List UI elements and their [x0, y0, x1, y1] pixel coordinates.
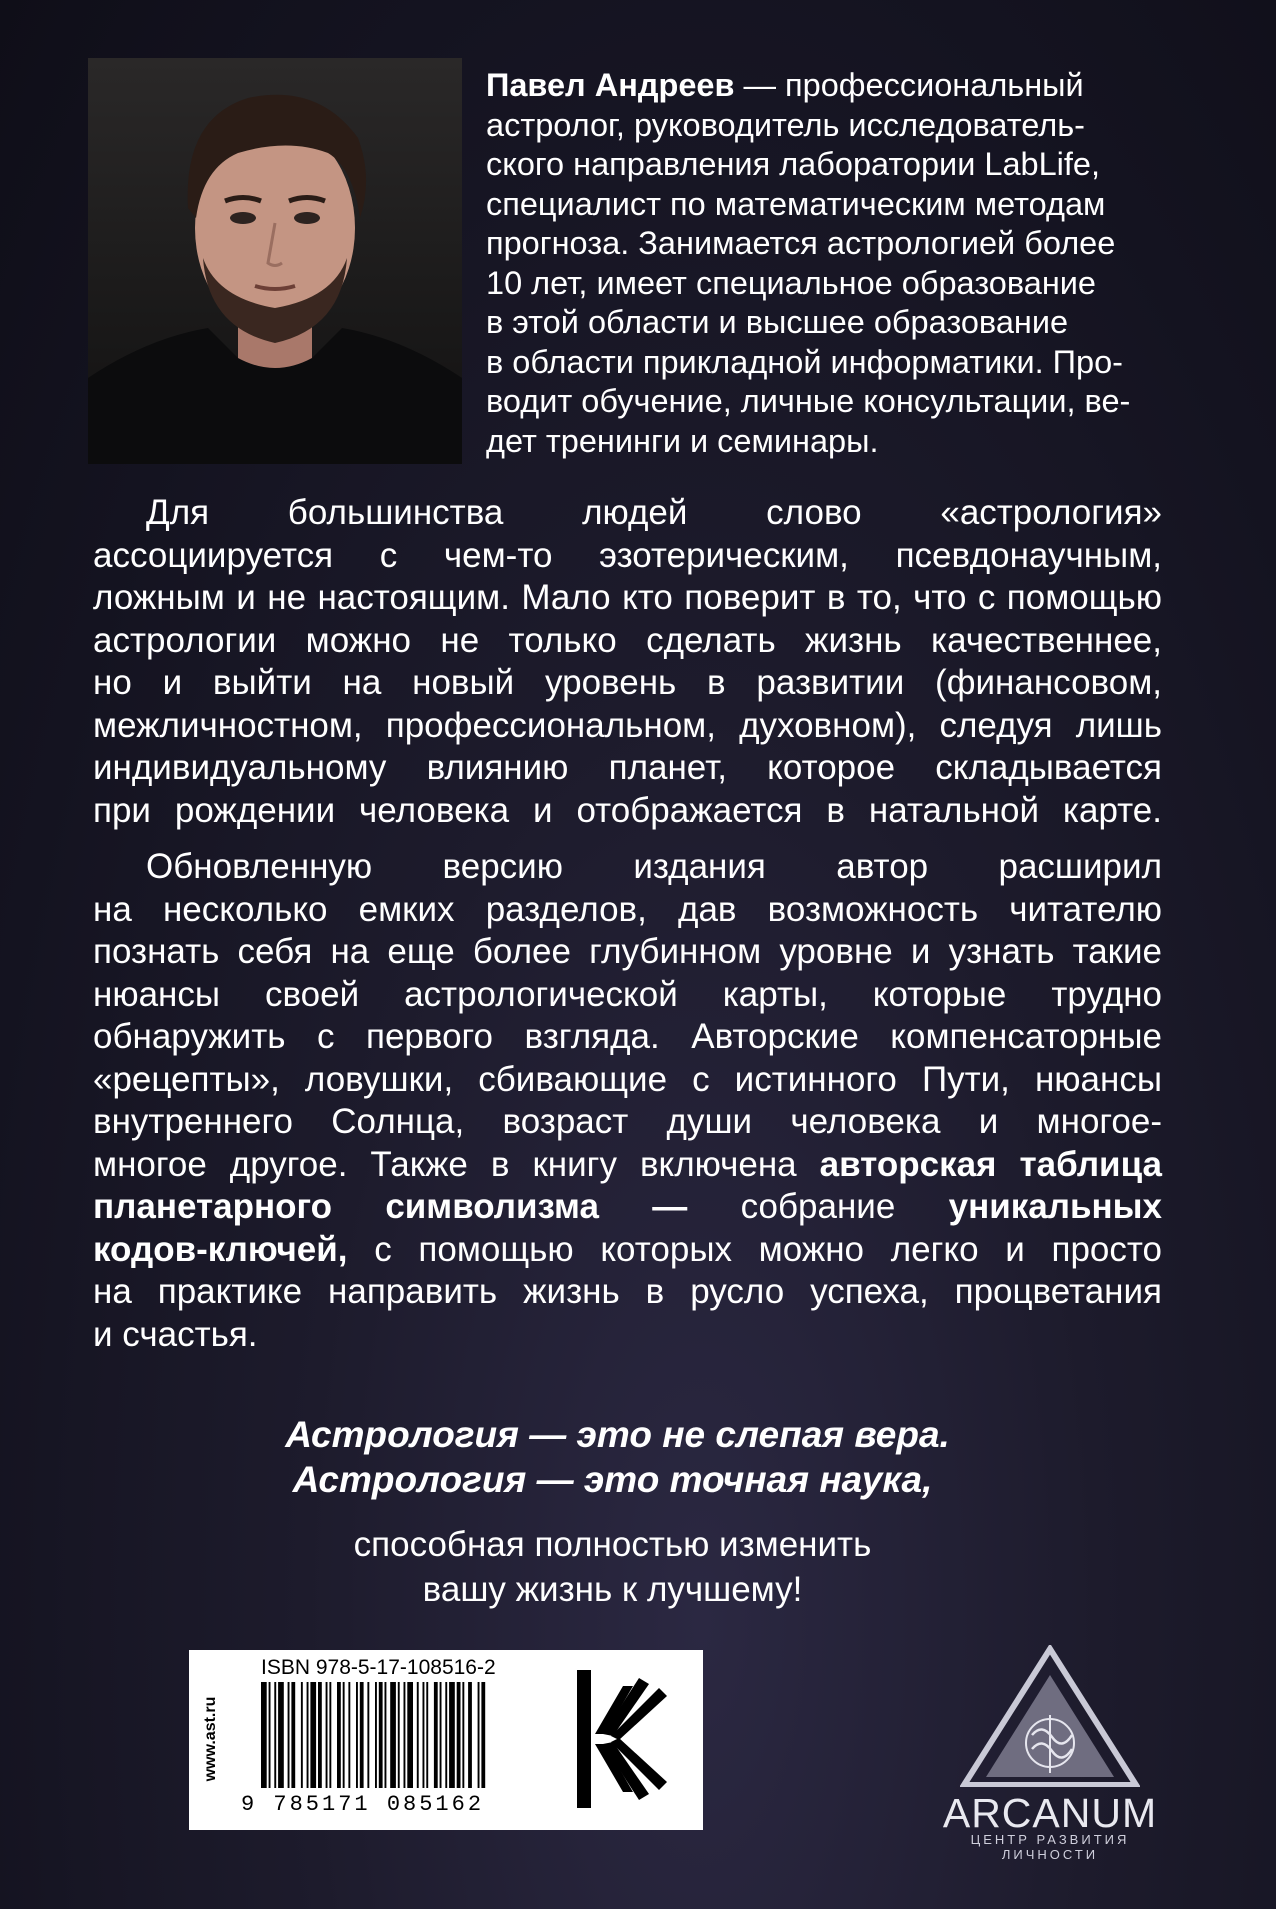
text-line: на практике направить жизнь в русло успеха, процветания: [93, 1272, 1162, 1311]
barcode-box: [189, 1650, 703, 1830]
slogan-line-3: способная полностью изменить: [353, 1525, 872, 1564]
text-line: познать себя на еще более глубинном уровне и узнать такие: [93, 932, 1162, 971]
bio-line: астролог, руководитель исследователь-: [486, 106, 1085, 143]
text-line: астрологии можно не только сделать жизнь качественнее,: [93, 620, 1162, 660]
text-line: Обновленную версию издания автор расширил: [146, 847, 1162, 886]
bio-line: водит обучение, личные консультации, ве-: [486, 383, 1131, 419]
slogan-line-4: вашу жизнь к лучшему!: [422, 1570, 803, 1609]
text-line: ложным и не настоящим. Мало кто поверит в то, что с помощью: [93, 578, 1162, 617]
isbn-text: ISBN 978-5-17-108516-2: [261, 1656, 496, 1679]
text-line: и счастья.: [93, 1314, 258, 1354]
slogan-line-1: Астрология — это не слепая вера.: [285, 1414, 950, 1455]
ean-digits: 9 785171 085162: [241, 1792, 485, 1817]
bold-phrase: планетарного символизма —: [93, 1187, 688, 1226]
bio-line: дет тренинги и семинары.: [486, 422, 879, 459]
bold-phrase: уникальных: [948, 1187, 1162, 1226]
text-line: нюансы своей астрологической карты, которые трудно: [93, 974, 1162, 1014]
barcode-bars: [261, 1682, 547, 1794]
bio-line: прогноза. Занимается астрологией более: [486, 225, 1116, 261]
text-line: Для большинства людей слово «астрология»: [146, 493, 1162, 532]
text-line: но и выйти на новый уровень в развитии (финансовом,: [93, 663, 1162, 702]
slogan-line-2: Астрология — это точная наука,: [292, 1459, 933, 1500]
text-line: обнаружить с первого взгляда. Авторские компенсаторные: [93, 1017, 1162, 1056]
author-bio: [486, 66, 1162, 461]
bio-line: ского направления лаборатории LabLife,: [486, 146, 1101, 182]
arcanum-logo-icon: [960, 1645, 1140, 1787]
text-line: внутреннего Солнца, возраст души человека и многое-: [93, 1102, 1162, 1141]
arcanum-name: ARCANUM: [942, 1790, 1158, 1836]
text-line: планетарного символизма — собрание уникальных: [93, 1187, 1162, 1226]
author-name: Павел Андреев: [486, 67, 735, 103]
publisher-site: www.ast.ru: [202, 1696, 219, 1782]
bio-line: в этой области и высшее образование: [486, 304, 1069, 340]
bio-line: — профессиональный: [743, 67, 1084, 103]
bold-phrase: авторская таблица: [819, 1144, 1162, 1184]
text-line: кодов-ключей, с помощью которых можно легко и просто: [93, 1229, 1162, 1269]
text-line: межличностном, профессиональном, духовном), следуя лишь: [93, 705, 1162, 745]
text-line: на несколько емких разделов, дав возможность читателю: [93, 889, 1162, 929]
description-paragraph-2: [93, 846, 1162, 1356]
slogan: [93, 1412, 1162, 1612]
description-paragraph-1: [93, 492, 1162, 832]
text-line: индивидуальному влиянию планет, которое складывается: [93, 748, 1162, 787]
author-photo: [88, 58, 462, 464]
bio-line: специалист по математическим методам: [486, 185, 1106, 222]
arcanum-subtitle: ЦЕНТР РАЗВИТИЯ ЛИЧНОСТИ: [970, 1832, 1130, 1862]
bio-line: в области прикладной информатики. Про-: [486, 343, 1124, 380]
bold-phrase: кодов-ключей,: [93, 1229, 348, 1269]
text-line: ассоциируется с чем-то эзотерическим, псевдонаучным,: [93, 535, 1162, 575]
publisher-k-logo: [575, 1664, 675, 1814]
bio-line: 10 лет, имеет специальное образование: [486, 264, 1096, 301]
text-line: при рождении человека и отображается в натальной карте.: [93, 790, 1162, 830]
text-line: «рецепты», ловушки, сбивающие с истинного Пути, нюансы: [93, 1059, 1162, 1099]
text-line: многое другое. Также в книгу включена авторская таблица: [93, 1144, 1162, 1184]
